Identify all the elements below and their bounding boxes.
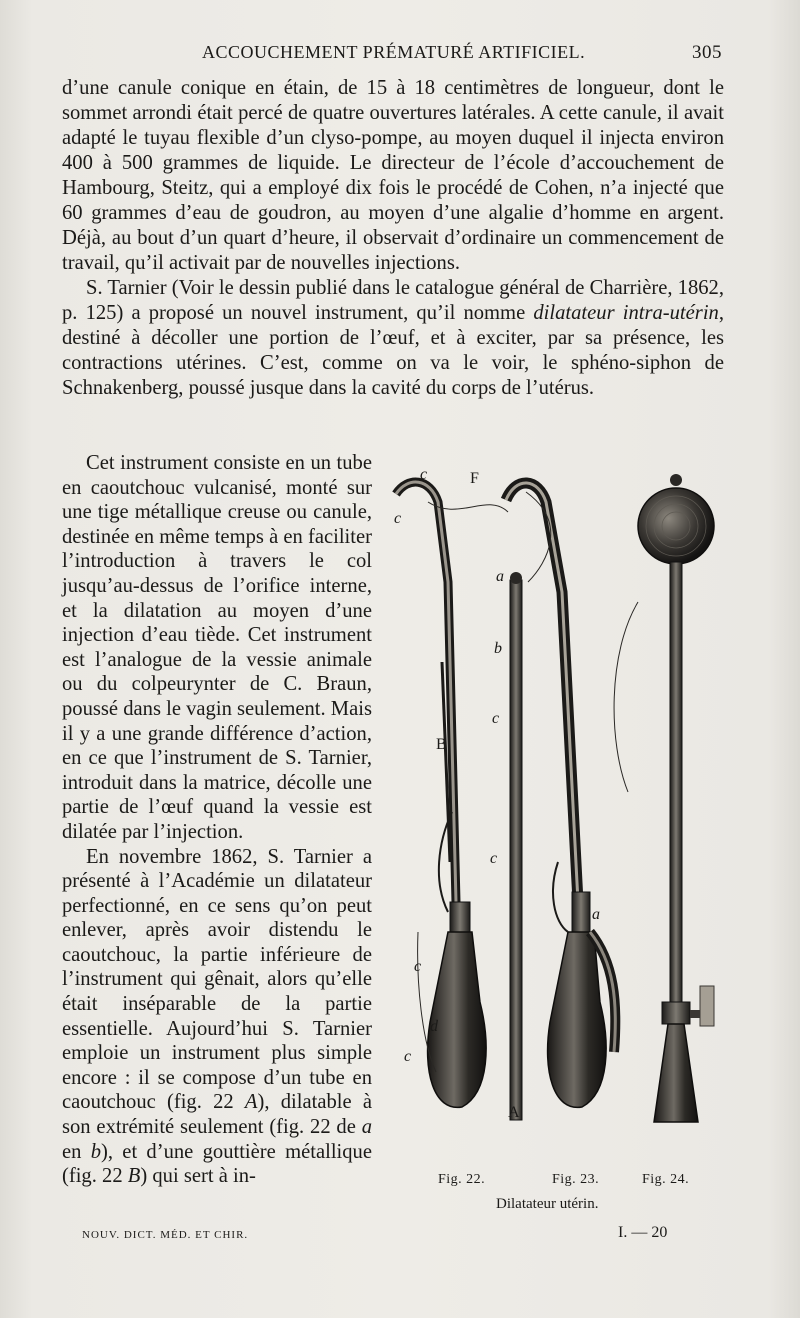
fig22-label: Fig. 22.: [438, 1172, 486, 1187]
label-c-lower: c: [490, 850, 498, 867]
paragraph-4-ref-a: a: [361, 1116, 372, 1139]
figure-caption: Dilatateur utérin.: [496, 1196, 599, 1212]
paragraph-4-part-c: en: [62, 1140, 91, 1163]
label-B: B: [436, 736, 447, 753]
paragraph-2-emphasis: dilatateur intra-utérin: [533, 302, 719, 324]
label-c-top: c: [420, 466, 428, 483]
paragraph-4-ref-b: b: [90, 1140, 102, 1163]
label-a-side: a: [592, 906, 600, 923]
paragraph-2: [62, 276, 724, 401]
label-A: A: [508, 1104, 520, 1121]
paragraph-4: [62, 845, 372, 1189]
paragraph-4-part-d: ), et d’une gouttière métallique (fig. 22: [62, 1140, 372, 1188]
label-b: b: [494, 640, 502, 657]
fig22-catheter: [396, 482, 508, 1107]
label-c-mid: c: [492, 710, 500, 727]
page-number: 305: [692, 42, 722, 63]
center-rod: [510, 572, 522, 1120]
fig23-label: Fig. 23.: [552, 1172, 600, 1187]
label-d: d: [430, 1018, 438, 1035]
paragraph-2-part-b: , destiné à décoller une portion de l’œuf, et à exciter, par sa présence, les contractions utérines. C’est, comme on va le voir, le sphéno-siphon de Schnakenberg, poussé jusque dans la cavité du corps de l’utérus.: [62, 302, 724, 399]
label-c-bottom: c: [414, 958, 422, 975]
paragraph-4-ref-A: A: [244, 1091, 258, 1114]
label-c-base: c: [404, 1048, 412, 1065]
paragraph-3: Cet instrument consiste en un tube en caoutchouc vulcanisé, monté sur une tige métallique creuse ou canule, destinée en même temps à en faciliter l’introduction à travers le col jusqu’au-dessus de l’orifice interne, et la dilatation au moyen d’une injection d’eau tiède. Cet instrument est l’analogue de la vessie animale ou du colpeurynter de C. Braun, poussé dans le vagin seulement. Mais il y a une grande différence d’action, en ce que l’instrument de S. Tarnier, introduit dans la matrice, décolle une partie de l’œuf quand la vessie est dilatée par l’injection.: [62, 452, 372, 843]
column-text: [62, 451, 372, 1189]
paragraph-4-ref-B: B: [127, 1165, 141, 1188]
label-F: F: [470, 470, 479, 487]
paragraph-1: d’une canule conique en étain, de 15 à 18 centimètres de longueur, dont le sommet arrondi était percé de quatre ouvertures latérales. A cette canule, il avait adapté le tuyau flexible d’un clyso-pompe, au moyen duquel il injecta environ 400 à 500 grammes de liquide. Le directeur de l’école d’accouchement de Hambourg, Steitz, qui a employé dix fois le procédé de Cohen, n’a injecté que 60 grammes d’eau de goudron, au moyen d’une algalie d’homme en argent. Déjà, au bout d’un quart d’heure, il observait d’ordinaire un commencement de travail, qu’il activait par de nouvelles injections.: [62, 77, 724, 274]
instrument-illustration: [378, 462, 723, 1127]
label-c-left: c: [394, 510, 402, 527]
footer-signature: NOUV. DICT. MÉD. ET CHIR.: [82, 1229, 249, 1241]
fig24-label: Fig. 24.: [642, 1172, 690, 1187]
paragraph-4-part-b: ), dilatable à son extrémité seulement (fig. 22 de: [62, 1091, 372, 1139]
full-width-text: [62, 76, 724, 401]
label-a-top: a: [496, 568, 504, 585]
paragraph-2-part-a: S. Tarnier (Voir le dessin publié dans le catalogue général de Charrière, 1862, p. 125) a proposé un nouvel instrument, qu’il nomme: [62, 277, 724, 324]
paragraph-4-part-e: ) qui sert à in-: [140, 1165, 256, 1188]
footer-volume: I. — 20: [618, 1224, 668, 1241]
fig24-ball-dilator: [614, 474, 714, 1122]
running-head: [62, 42, 722, 66]
paragraph-4-part-a: En novembre 1862, S. Tarnier a présenté à l’Académie un dilatateur perfectionné, en ce sens qu’on peut enlever, après avoir distendu le caoutchouc, la partie inférieure de l’instrument qui gênait, alors qu’elle était inséparable de la partie essentielle. Aujourd’hui S. Tarnier emploie un instrument plus simple encore : il se compose d’un tube en caoutchouc (fig. 22: [62, 845, 372, 1114]
running-title: ACCOUCHEMENT PRÉMATURÉ ARTIFICIEL.: [202, 42, 586, 62]
